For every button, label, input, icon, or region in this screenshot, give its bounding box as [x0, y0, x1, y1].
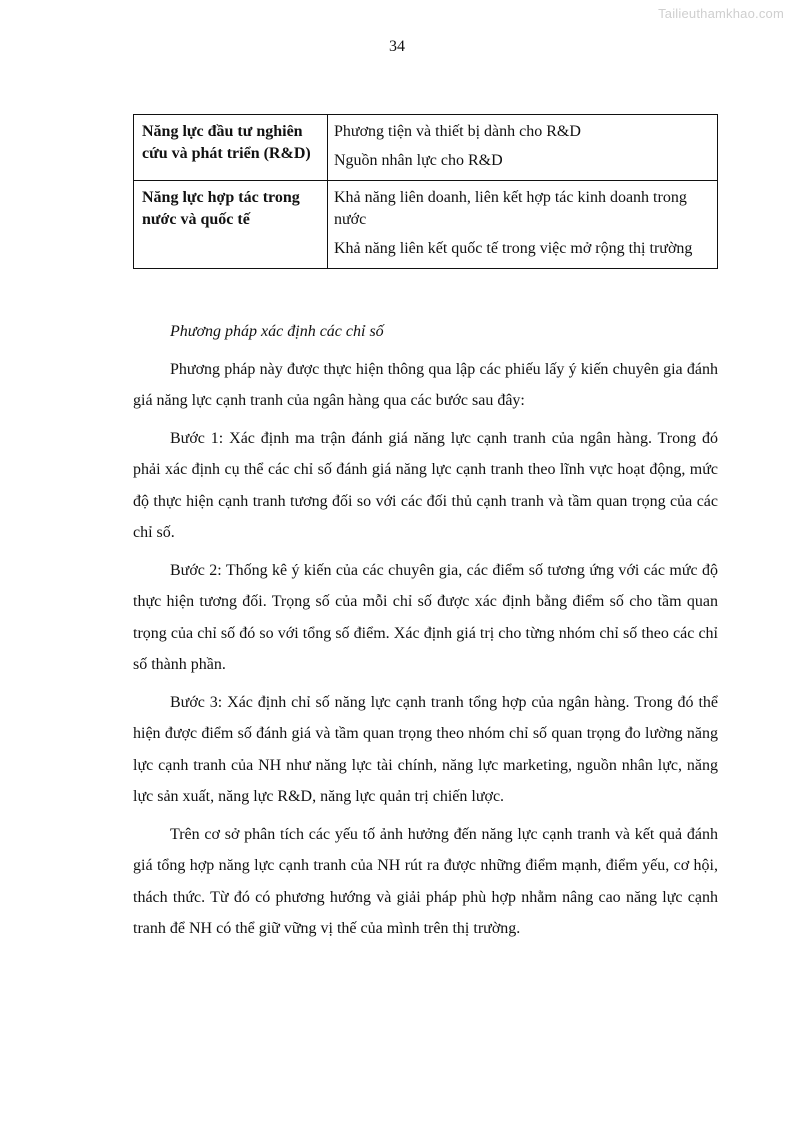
paragraph: Trên cơ sở phân tích các yếu tố ảnh hưởng đến năng lực cạnh tranh và kết quả đánh giá tổng hợp năng lực cạnh tranh của NH rút ra được những điểm mạnh, điểm yếu, cơ hội, thách thức. Từ đó có phương hướng và giải pháp phù hợp nhằm nâng cao năng lực cạnh tranh để NH có thể giữ vững vị thế của mình trên thị trường.: [133, 825, 718, 937]
paragraph: Bước 2: Thống kê ý kiến của các chuyên gia, các điểm số tương ứng với các mức độ thực hiện tương đối. Trọng số của mỗi chỉ số được xác định bằng điểm số cho tầm quan trọng của chỉ số đó so với tổng số điểm. Xác định giá trị cho từng nhóm chỉ số theo các chỉ số thành phần.: [133, 561, 718, 673]
table-detail-item: Khả năng liên kết quốc tế trong việc mở rộng thị trường: [334, 240, 693, 257]
paragraph: Bước 3: Xác định chỉ số năng lực cạnh tranh tổng hợp của ngân hàng. Trong đó thể hiện được điểm số đánh giá và tầm quan trọng theo nhóm chỉ số quan trọng đo lường năng lực cạnh tranh của NH như năng lực tài chính, năng lực marketing, nguồn nhân lực, năng lực sản xuất, năng lực R&D, năng lực quản trị chiến lược.: [133, 693, 718, 805]
watermark: Tailieuthamkhao.com: [658, 6, 784, 21]
paragraph: Bước 1: Xác định ma trận đánh giá năng lực cạnh tranh của ngân hàng. Trong đó phải xác định cụ thể các chỉ số đánh giá năng lực cạnh tranh theo lĩnh vực hoạt động, mức độ thực hiện cạnh tranh tương đối so với các đối thủ cạnh tranh và tầm quan trọng của các chỉ số.: [133, 429, 718, 541]
table-row-details: [328, 181, 718, 269]
page-number: 34: [389, 38, 405, 55]
table-row-label: Năng lực đầu tư nghiên cứu và phát triển (R&D): [134, 115, 328, 181]
table-detail-item: Nguồn nhân lực cho R&D: [334, 152, 503, 169]
table-detail-item: Phương tiện và thiết bị dành cho R&D: [334, 123, 581, 140]
criteria-table: [133, 114, 718, 269]
table-row-details: [328, 115, 718, 181]
paragraph: Phương pháp này được thực hiện thông qua lập các phiếu lấy ý kiến chuyên gia đánh giá năng lực cạnh tranh của ngân hàng qua các bước sau đây:: [133, 360, 718, 409]
table-detail-item: Khả năng liên doanh, liên kết hợp tác kinh doanh trong nước: [334, 189, 687, 228]
section-heading: Phương pháp xác định các chỉ số: [170, 323, 384, 340]
table-row-label: Năng lực hợp tác trong nước và quốc tế: [134, 181, 328, 269]
table-row: [134, 181, 718, 269]
body-content: [133, 316, 718, 951]
table-row: [134, 115, 718, 181]
